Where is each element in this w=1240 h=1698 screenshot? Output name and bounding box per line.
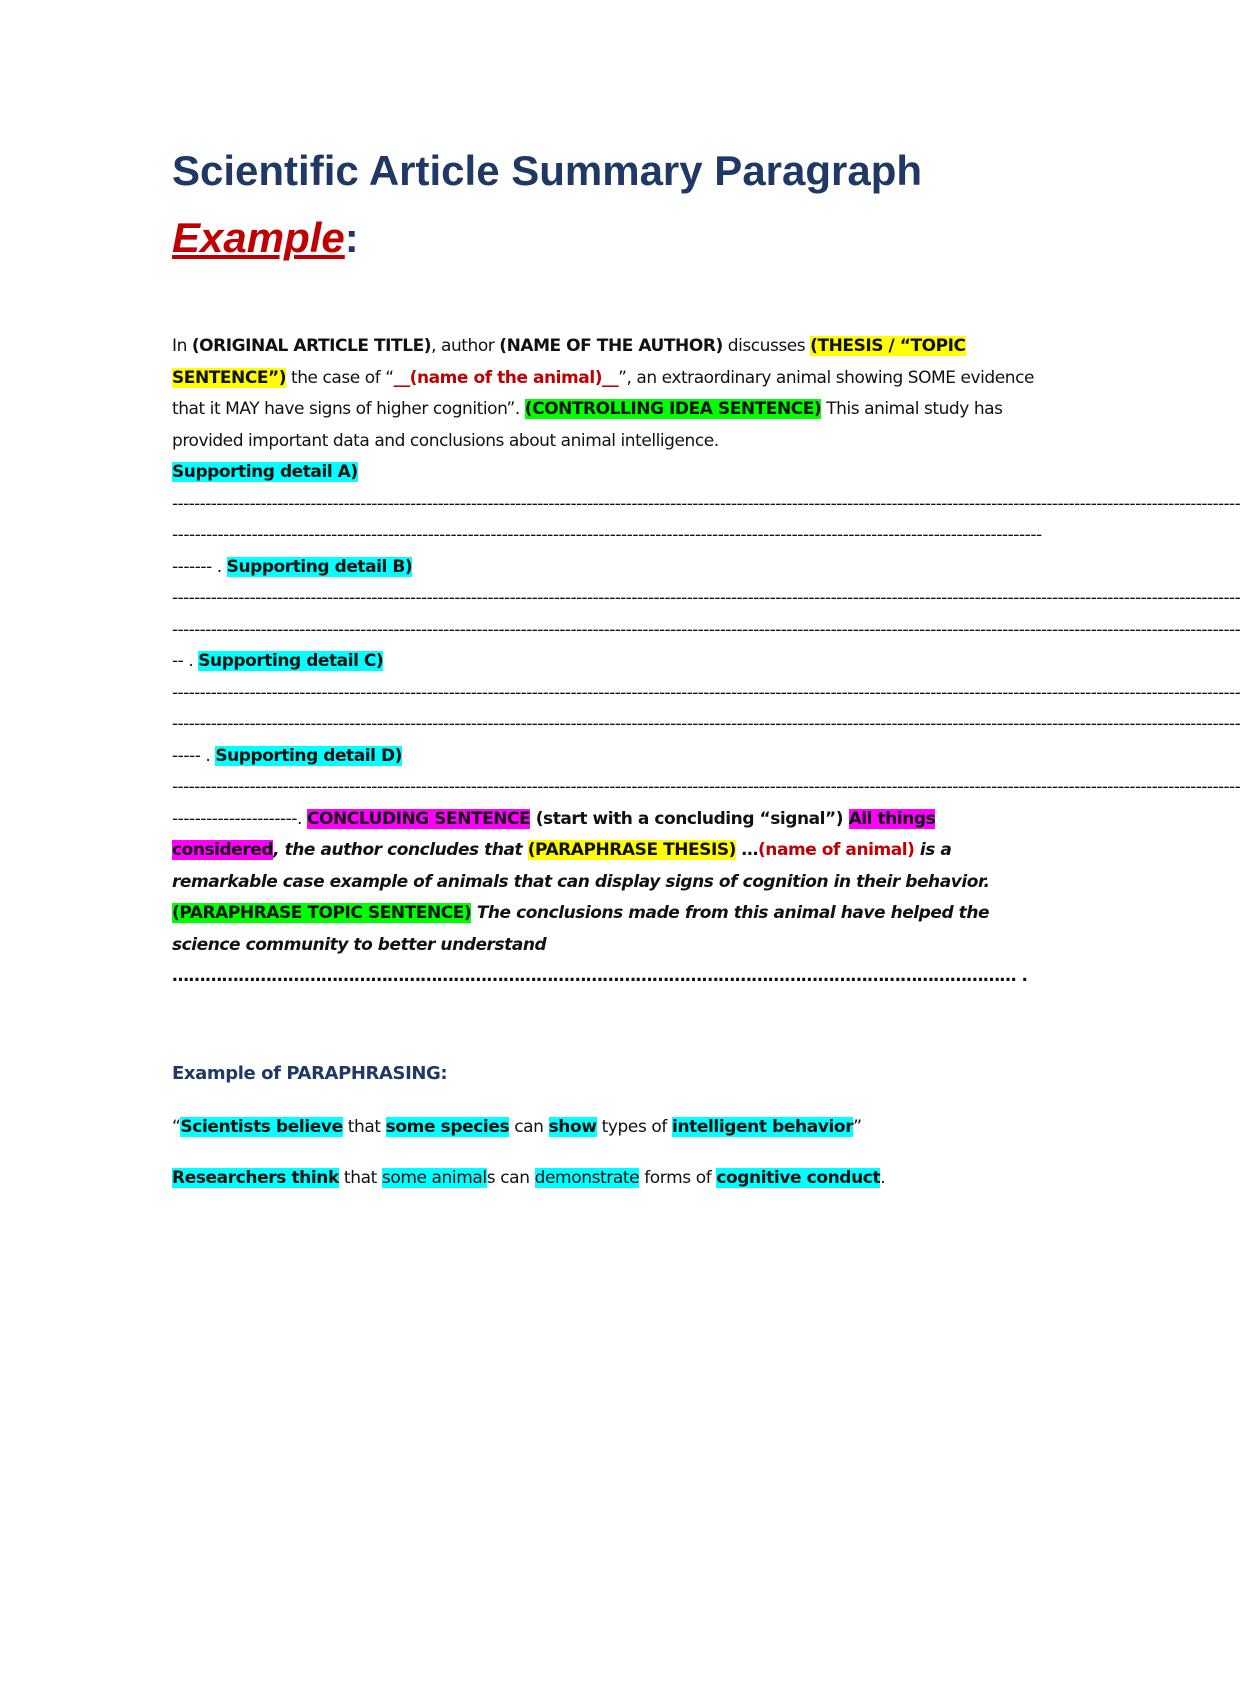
text-extraordinary-animal: ”, an extraordinary animal showing SOME evidence that it MAY have signs of higher cognition”. bbox=[172, 367, 1034, 419]
text-can: can bbox=[509, 1117, 549, 1137]
placeholder-article-title: (ORIGINAL ARTICLE TITLE) bbox=[191, 336, 432, 356]
dash-line-end: -- . bbox=[172, 651, 194, 671]
open-quote: “ bbox=[172, 1117, 181, 1137]
thesis-topic-sentence-highlight: (THESIS / “TOPIC SENTENCE”) bbox=[172, 336, 966, 388]
some-species-highlight: some species bbox=[385, 1117, 510, 1137]
text-ellipsis: … bbox=[735, 840, 758, 860]
original-sentence bbox=[172, 1117, 862, 1137]
text-that: that bbox=[338, 1168, 382, 1188]
supporting-detail-a-highlight: Supporting detail A) bbox=[172, 462, 358, 482]
page-title: Scientific Article Summary Paragraph bbox=[172, 147, 923, 194]
close-quote: ” bbox=[853, 1117, 862, 1137]
text-author: , author bbox=[431, 336, 500, 356]
supporting-detail-d-highlight: Supporting detail D) bbox=[215, 745, 402, 766]
researchers-think-highlight: Researchers think bbox=[172, 1168, 339, 1188]
supporting-detail-c-highlight: Supporting detail C) bbox=[198, 651, 384, 671]
paraphrase-thesis-highlight: (PARAPHRASE THESIS) bbox=[527, 840, 736, 860]
text-types-of: types of bbox=[596, 1117, 673, 1137]
dash-line-end: ----- . bbox=[172, 745, 211, 766]
text-animal-study: This animal study has provided important data and conclusions about animal intelligence. bbox=[172, 399, 1003, 451]
placeholder-animal-name: __(name of the animal)__ bbox=[393, 367, 619, 388]
placeholder-author-name: (NAME OF THE AUTHOR) bbox=[499, 336, 723, 356]
text-forms-of: forms of bbox=[639, 1168, 717, 1188]
text-discusses: discusses bbox=[722, 336, 811, 356]
dash-line: ------------------------------------------------------------------------------------------------------------------------------------------------------------------------------------------------- bbox=[172, 714, 1240, 734]
summary-paragraph-template bbox=[172, 331, 1240, 993]
concluding-sentence-highlight: CONCLUDING SENTENCE bbox=[306, 808, 531, 829]
dash-line: ------------------------------------------------------------------------------------------------------------------------------------------------------------------------------------------------- bbox=[172, 682, 1240, 703]
paraphrase-topic-sentence-highlight: (PARAPHRASE TOPIC SENTENCE) bbox=[172, 903, 472, 923]
cognitive-conduct-highlight: cognitive conduct bbox=[716, 1168, 881, 1188]
all-things-considered-highlight: All things considered bbox=[172, 808, 936, 860]
dash-line: ------------------------------------------------------------------------------------------------------------------------------------------------------------------------------------------------- bbox=[172, 777, 1240, 797]
dash-line: ------------------------------------------------------------------------------------------------------------------------------------------------------------------------------------------------- bbox=[172, 493, 1240, 514]
dash-line: ------------------------------------------------------------------------------------------------------------------------------------------------------------------------------------------------- bbox=[172, 619, 1240, 640]
controlling-idea-highlight: (CONTROLLING IDEA SENTENCE) bbox=[524, 399, 822, 419]
dash-line: ------------------------------------------------------------------------------------------------------------------------------------------------------------------------------------------------- bbox=[172, 588, 1240, 608]
demonstrate-highlight: demonstrate bbox=[534, 1168, 640, 1188]
some-animals-highlight: some animal bbox=[381, 1168, 487, 1188]
text-conclusions-made: The conclusions made from this animal have helped the science community to better understand bbox=[172, 903, 990, 955]
dotted-line: ……………………………………………………………………………………………………………………………………… . bbox=[172, 966, 1028, 986]
example-colon: : bbox=[344, 214, 359, 261]
text-author-concludes: , the author concludes that bbox=[273, 840, 528, 860]
example-label: Example bbox=[172, 214, 345, 261]
intelligent-behavior-highlight: intelligent behavior bbox=[672, 1117, 854, 1137]
period: . bbox=[880, 1168, 886, 1188]
text-concluding-signal: (start with a concluding “signal”) bbox=[530, 808, 849, 829]
dash-line-end: ---------------------------------------------------------------------------------------------------------------------------------------------------------------- . bbox=[172, 525, 1042, 577]
scientists-believe-highlight: Scientists believe bbox=[180, 1117, 343, 1137]
paraphrased-sentence bbox=[172, 1168, 885, 1188]
paraphrasing-heading: Example of PARAPHRASING: bbox=[172, 1063, 448, 1084]
text-the-case-of: the case of “ bbox=[286, 367, 394, 388]
text-remarkable-case: is a remarkable case example of animals that can display signs of cognition in their behavior. bbox=[172, 840, 990, 892]
dash-line-end: ----------------------. bbox=[172, 808, 303, 829]
show-highlight: show bbox=[548, 1117, 597, 1137]
text-s-can: s can bbox=[486, 1168, 535, 1188]
example-heading bbox=[172, 210, 359, 266]
text-that: that bbox=[342, 1117, 386, 1137]
supporting-detail-b-highlight: Supporting detail B) bbox=[226, 556, 413, 577]
text-in: In bbox=[172, 336, 192, 356]
placeholder-name-of-animal: (name of animal) bbox=[757, 840, 915, 860]
